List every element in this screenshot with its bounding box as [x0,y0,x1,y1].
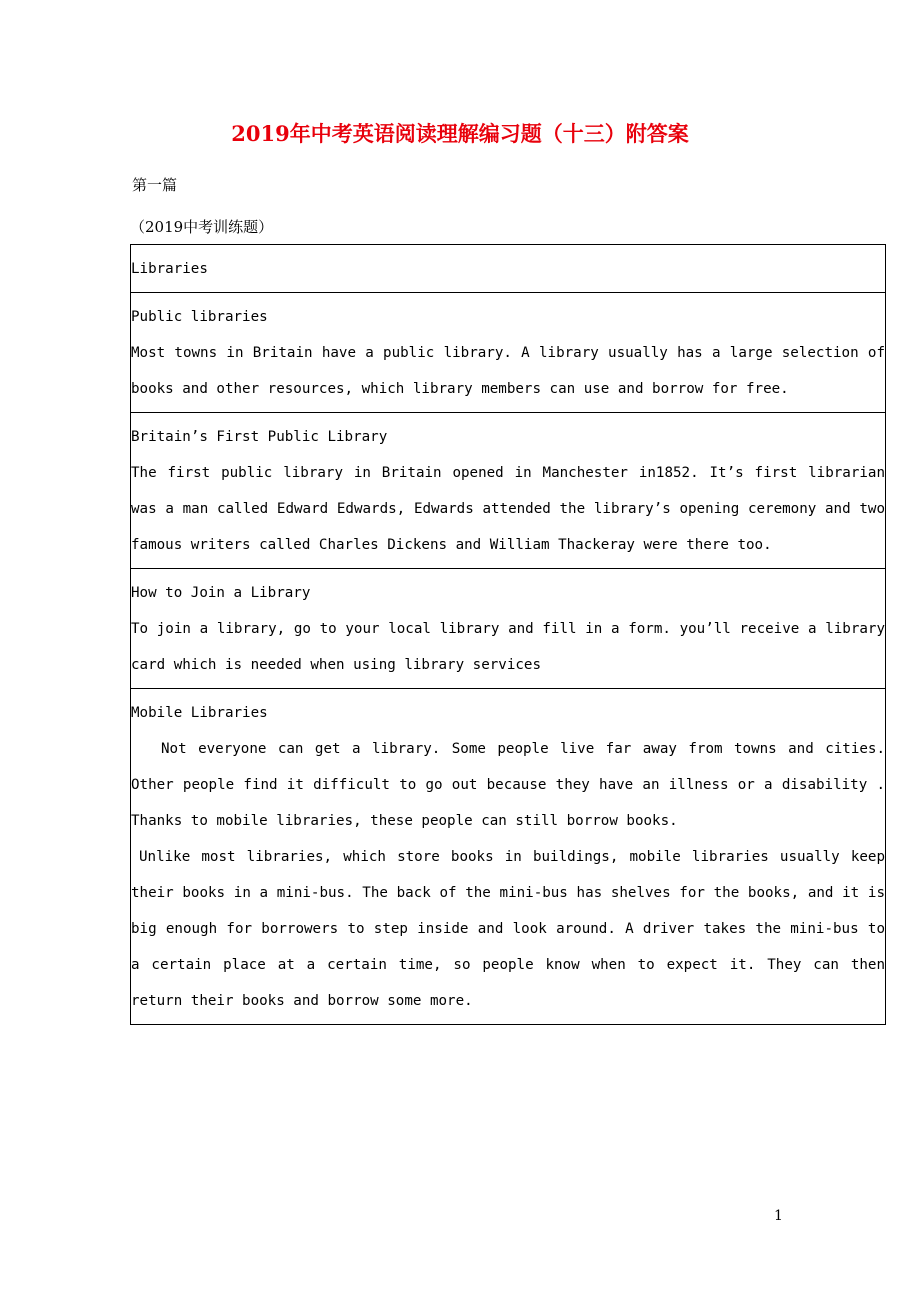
section-label: 第一篇 [132,176,178,194]
table-row [131,689,886,1025]
table-cell-mobile-libraries [131,689,886,1025]
row-paragraph: The first public library in Britain opened in Manchester in1852. It’s first librarian was a man called Edward Edwards, Edwards attended the library’s opening ceremony and two famous writers called Charles Dickens and William Thackeray were there too. [131,465,885,553]
row-heading: Britain’s First Public Library [131,429,388,445]
row-heading: How to Join a Library [131,585,311,601]
row-heading: Public libraries [131,309,268,325]
libraries-table [130,244,886,1025]
row-paragraph: Unlike most libraries, which store books in buildings, mobile libraries usually keep their books in a mini-bus. The back of the mini-bus has shelves for the books, and it is big enough for borrowers to step inside and look around. A driver takes the mini-bus to a certain place at a certain time, so people know when to expect it. They can then return their books and borrow some more. [131,849,885,1009]
row-heading: Mobile Libraries [131,705,268,721]
page-number: 1 [774,1208,783,1224]
table-cell-join-library [131,569,886,689]
row-paragraph: Most towns in Britain have a public library. A library usually has a large selection of books and other resources, which library members can use and borrow for free. [131,345,885,397]
table-cell-public-libraries [131,293,886,413]
table-header-row [131,245,886,293]
table-cell-first-public-library [131,413,886,569]
table-header-cell [131,245,886,293]
source-label: （2019中考训练题） [130,218,274,236]
document-title: 2019年中考英语阅读理解编习题（十三）附答案 [231,121,689,146]
table-row [131,293,886,413]
table-row [131,569,886,689]
row-paragraph: To join a library, go to your local library and fill in a form. you’ll receive a library card which is needed when using library services [131,621,885,673]
table-row [131,413,886,569]
table-header-text: Libraries [131,261,208,277]
row-paragraph: Not everyone can get a library. Some people live far away from towns and cities. Other people find it difficult to go out because they have an illness or a disability . Thanks to mobile libraries, these people can still borrow books. [131,741,885,829]
